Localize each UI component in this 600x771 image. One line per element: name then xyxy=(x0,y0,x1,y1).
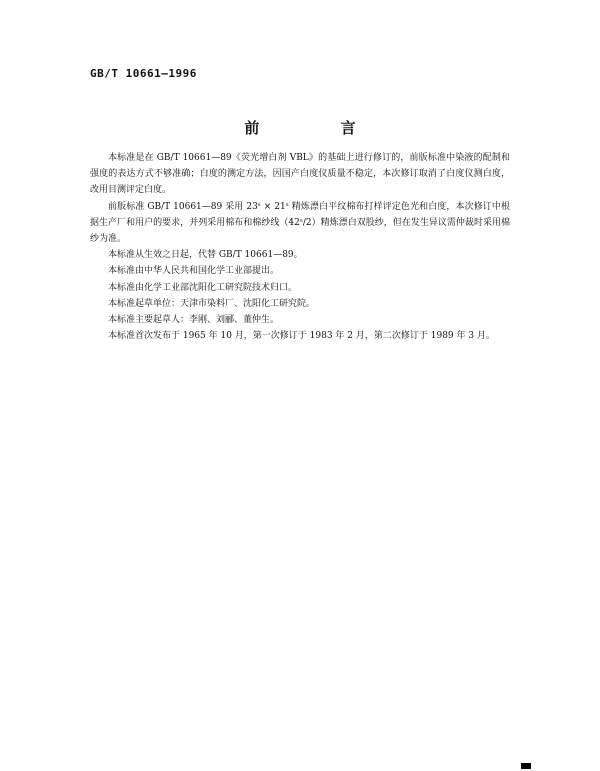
paragraph: 本标准首次发布于 1965 年 10 月，第一次修订于 1983 年 2 月，第二次修订于 1989 年 3 月。 xyxy=(108,331,495,342)
paragraph: 本标准是在 GB/T 10661—89《荧光增白剂 VBL》的基础上进行修订的，前版标准中染液的配制和强度的表达方式不够准确；白度的测定方法，因国产白度仪质量不稳定，本次修订取消了白度仪测白度，改用目测评定白度。 xyxy=(90,153,510,196)
paragraph: 本标准由化学工业部沈阳化工研究院技术归口。 xyxy=(108,282,298,293)
paragraph: 本标准由中华人民共和国化学工业部提出。 xyxy=(108,266,280,277)
foreword-body xyxy=(90,150,510,344)
page-title: 前 言 xyxy=(244,119,394,137)
page-mark xyxy=(521,763,531,769)
paragraph: 本标准主要起草人：李刚、刘郦、董仲生。 xyxy=(108,315,280,326)
standard-code: GB/T 10661—1996 xyxy=(90,67,197,80)
paragraph: 前版标准 GB/T 10661—89 采用 23ˢ × 21ˢ 精炼漂白平纹棉布打样评定色光和白度，本次修订中根据生产厂和用户的要求，并列采用棉布和棉纱线（42ˢ/2）精炼漂白双股纱，但在发生异议需仲裁时采用棉纱为准。 xyxy=(90,201,510,245)
paragraph: 本标准起草单位：天津市染料厂、沈阳化工研究院。 xyxy=(108,298,316,309)
paragraph: 本标准从生效之日起，代替 GB/T 10661—89。 xyxy=(108,250,303,261)
